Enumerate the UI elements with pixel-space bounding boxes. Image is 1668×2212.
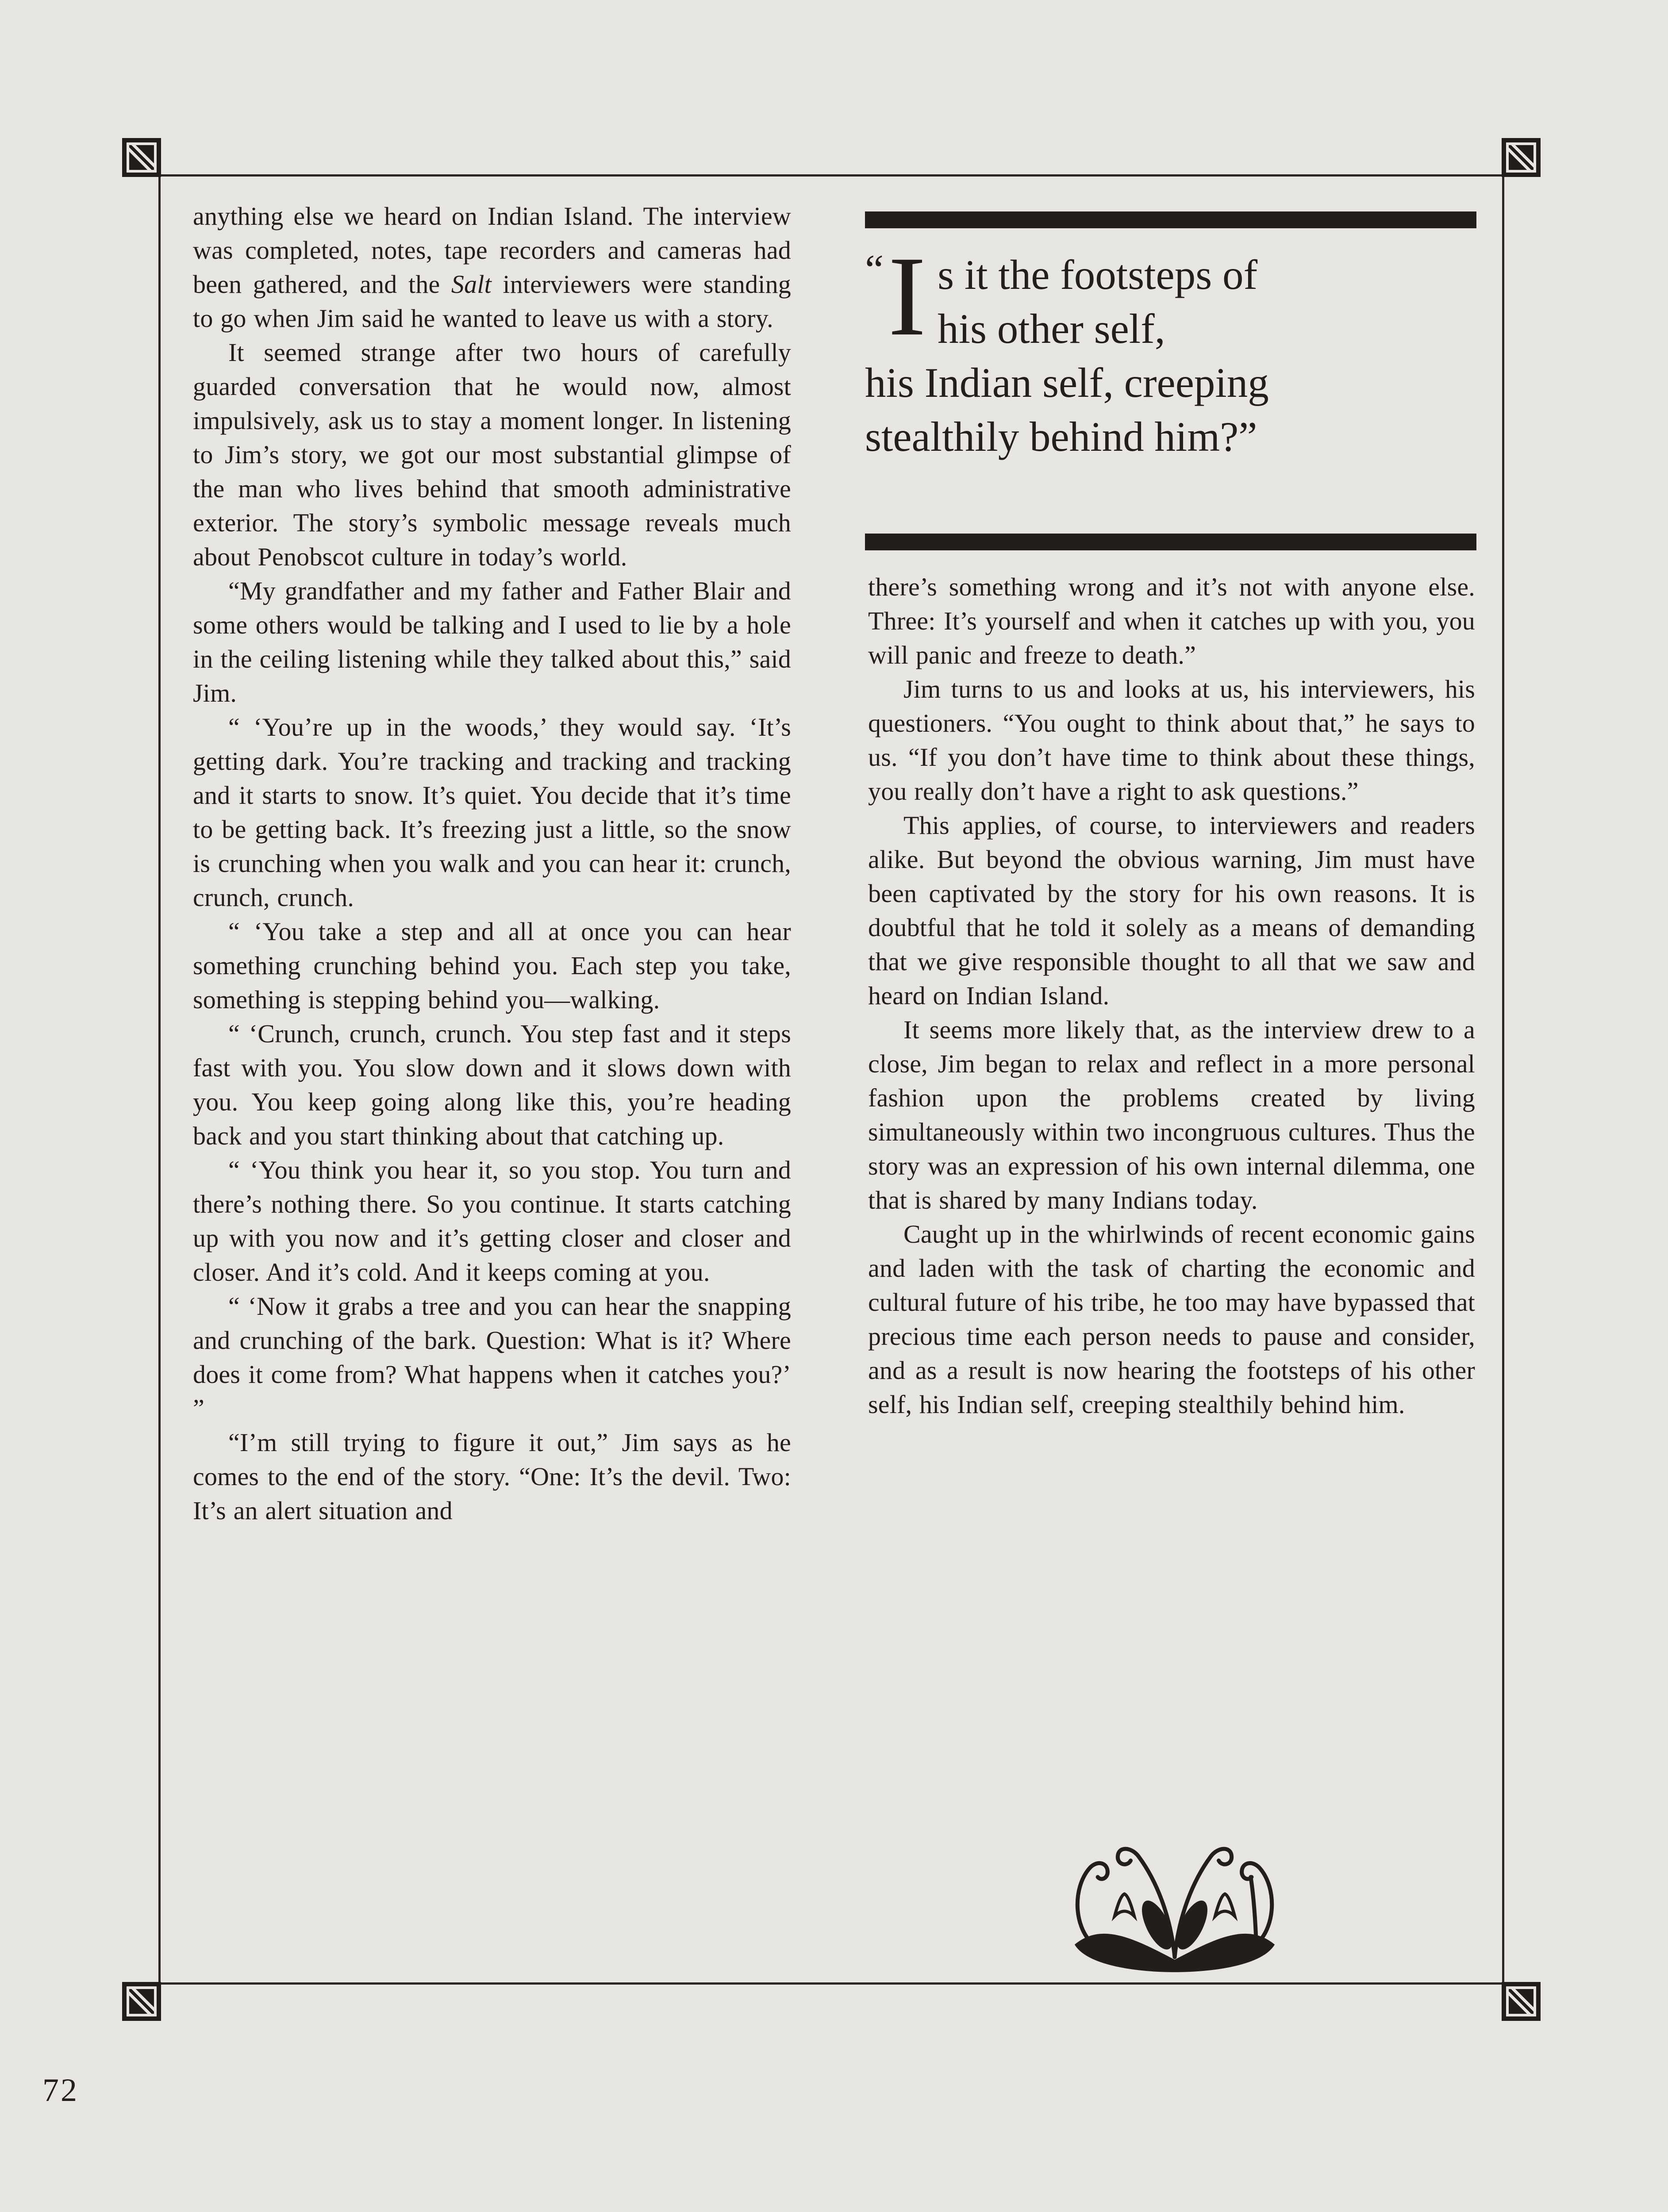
open-quote-mark: “ [865, 246, 884, 293]
pull-quote-line: s it the footsteps of [938, 251, 1258, 298]
double-curve-motif-icon [1057, 1810, 1293, 1984]
left-text-column [193, 199, 791, 1528]
pull-quote-line: stealthily behind him?” [865, 413, 1257, 460]
paragraph: “I’m still trying to figure it out,” Jim says as he comes to the end of the story. “One: It’s the devil. Two: It’s an alert situation and [193, 1428, 791, 1525]
paragraph: anything else we heard on Indian Island. The interview was completed, notes, tape recorders and cameras had been gathered, and the Salt interviewers were standing to go when Jim said he wanted to leave us with a story. [193, 202, 791, 333]
pull-quote-line: his Indian self, creeping [865, 359, 1269, 406]
corner-diagonal-square-icon [1502, 138, 1541, 177]
pull-quote-block [865, 211, 1476, 550]
paragraph: Jim turns to us and looks at us, his interviewers, his questioners. “You ought to think about that,” he says to us. “If you don’t have time to think about these things, you really don’t have a right to ask questions.” [868, 675, 1475, 806]
paragraph: “My grandfather and my father and Father Blair and some others would be talking and I used to lie by a hole in the ceiling listening while they talked about this,” said Jim. [193, 576, 791, 707]
paragraph: It seems more likely that, as the interview drew to a close, Jim began to relax and reflect in a more personal fashion upon the problems created by living simultaneously within two incongruous cultures. Thus the story was an expression of his own internal dilemma, one that is shared by many Indians today. [868, 1015, 1475, 1214]
corner-diagonal-square-icon [122, 1982, 161, 2021]
paragraph: This applies, of course, to interviewers and readers alike. But beyond the obvious warning, Jim must have been captivated by the story for his own reasons. It is doubtful that he told it solely as a means of demanding that we give responsible thought to all that we saw and heard on Indian Island. [868, 811, 1475, 1010]
paragraph: “ ‘You’re up in the woods,’ they would say. ‘It’s getting dark. You’re tracking and tracking and tracking and it starts to snow. It’s quiet. You decide that it’s time to be getting back. It’s freezing just a little, so the snow is crunching when you walk and you can hear it: crunch, crunch, crunch. [193, 713, 791, 912]
right-text-column [868, 570, 1475, 1421]
paragraph: “ ‘Crunch, crunch, crunch. You step fast and it steps fast with you. You slow down and it slows down with you. You keep going along like this, you’re heading back and you start thinking about that catching up. [193, 1019, 791, 1150]
pull-quote-line: his other self, [938, 305, 1165, 352]
pull-quote-rule-top [865, 211, 1476, 228]
corner-diagonal-square-icon [1502, 1982, 1541, 2021]
paragraph: Caught up in the whirlwinds of recent economic gains and laden with the task of charting the economic and cultural future of his tribe, he too may have bypassed that precious time each person needs to pause and consider, and as a result is now hearing the footsteps of his other self, his Indian self, creeping stealthily behind him. [868, 1220, 1475, 1419]
paragraph: there’s something wrong and it’s not with anyone else. Three: It’s yourself and when it catches up with you, you will panic and freeze to death.” [868, 572, 1475, 669]
pull-quote-text [865, 233, 1476, 464]
pull-quote-rule-bottom [865, 534, 1476, 550]
pull-quote-dropcap [865, 233, 926, 359]
corner-diagonal-square-icon [122, 138, 161, 177]
pull-quote-lines [865, 233, 1476, 464]
dropcap-letter: I [888, 233, 926, 359]
paragraph: It seemed strange after two hours of carefully guarded conversation that he would now, almost impulsively, ask us to stay a moment longer. In listening to Jim’s story, we got our most substantial glimpse of the man who lives behind that smooth administrative exterior. The story’s symbolic message reveals much about Penobscot culture in today’s world. [193, 338, 791, 571]
paragraph: “ ‘You take a step and all at once you can hear something crunching behind you. Each step you take, something is stepping behind you—walking. [193, 917, 791, 1014]
paragraph: “ ‘Now it grabs a tree and you can hear the snapping and crunching of the bark. Question: What is it? Where does it come from? What happens when it catches you?’ ” [193, 1292, 791, 1423]
page-number: 72 [42, 2072, 79, 2108]
paragraph: “ ‘You think you hear it, so you stop. You turn and there’s nothing there. So you continue. It starts catching up with you now and it’s getting closer and closer and closer. And it’s cold. And it keeps coming at you. [193, 1156, 791, 1286]
